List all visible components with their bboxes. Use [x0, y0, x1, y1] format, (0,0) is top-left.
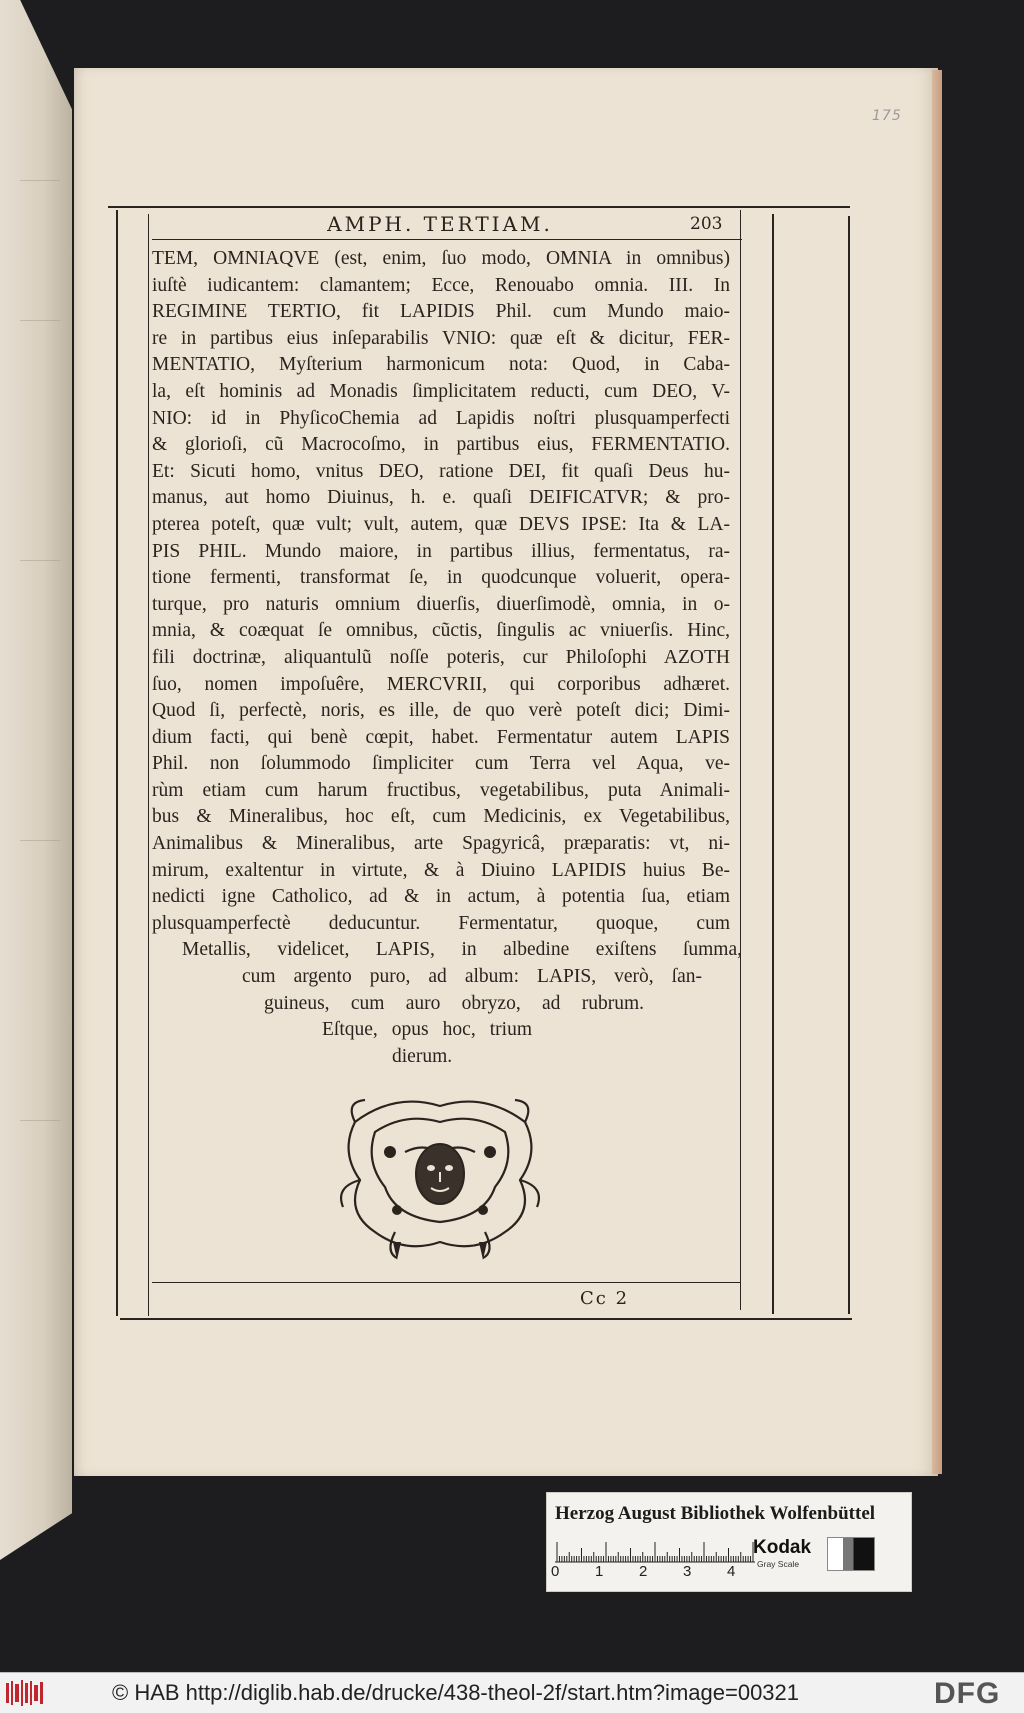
- text-line: iuſtè iudicantem: clamantem; Ecce, Renouabo omnia. III. In: [152, 274, 730, 296]
- body-text: [152, 246, 742, 1070]
- text-line: re in partibus eius inſeparabilis VNIO: quæ eſt & dicitur, FER-: [152, 327, 730, 349]
- text-line: Eſtque, opus hoc, trium: [322, 1019, 532, 1041]
- barcode-icon: [6, 1679, 44, 1707]
- frame-top-rule: [108, 206, 850, 208]
- text-line: dium facti, qui benè cœpit, habet. Fermentatur autem LAPIS: [152, 726, 730, 748]
- text-line: guineus, cum auro obryzo, ad rubrum.: [264, 992, 644, 1014]
- text-line: mirum, exaltentur in virtute, & à Diuino LAPIDIS huius Be-: [152, 859, 730, 881]
- library-name: Herzog August Bibliothek Wolfenbüttel: [555, 1503, 876, 1524]
- text-line: plusquamperfectè deducuntur. Fermentatur, quoque, cum: [152, 912, 730, 934]
- text-line: TEM, OMNIAQVE (est, enim, ſuo modo, OMNIA in omnibus): [152, 248, 730, 269]
- kodak-brand: Kodak: [753, 1537, 812, 1558]
- text-line: ſuo, nomen impoſuêre, MERCVRII, qui corporibus adhæret.: [152, 673, 730, 695]
- frame-left-outer-rule: [116, 210, 118, 1316]
- footer-credit-link[interactable]: © HAB http://diglib.hab.de/drucke/438-theol-2f/start.htm?image=00321: [112, 1680, 800, 1705]
- text-line: Phil. non ſolummodo ſimpliciter cum Terra vel Aqua, ve-: [152, 753, 730, 775]
- text-line: REGIMINE TERTIO, fit LAPIDIS Phil. cum Mundo maio-: [152, 301, 730, 323]
- text-line: & glorioſi, cũ Macrocoſmo, in partibus eius, FERMENTATIO.: [152, 434, 730, 456]
- handwritten-folio-number: 175: [872, 108, 902, 124]
- gray-scale-label: Gray Scale: [757, 1559, 800, 1569]
- text-line: mnia, & coæquat ſe omnibus, cũctis, ſingulis ac vniuerſis. Hinc,: [152, 620, 730, 642]
- text-line: Et: Sicuti homo, vnitus DEO, ratione DEI, fit quaſi Deus hu-: [152, 460, 730, 482]
- scale-number: 1: [595, 1563, 604, 1580]
- text-line: pterea poteſt, quæ vult; vult, autem, quæ DEVS IPSE: Ita & LA-: [152, 513, 730, 535]
- text-line: cum argento puro, ad album: LAPIS, verò, ſan-: [242, 966, 702, 988]
- frame-margin-rule: [772, 214, 774, 1314]
- dfg-logo: DFG: [934, 1677, 1001, 1710]
- library-color-scale-label: [546, 1492, 912, 1592]
- printers-ornament: [335, 1092, 545, 1262]
- frame-right-inner-rule: [740, 210, 741, 1310]
- running-title: AMPH. TERTIAM.: [327, 212, 553, 236]
- text-line: la, eſt hominis ad Monadis ſimplicitatem reducti, cum DEO, V-: [152, 380, 730, 402]
- text-line: NIO: id in PhyſicoChemia ad Lapidis noſtri plusquamperfecti: [152, 407, 730, 429]
- text-line: PIS PHIL. Mundo maiore, in partibus illius, fermentatus, ra-: [152, 540, 730, 562]
- frame-bottom-inner-rule: [152, 1282, 740, 1283]
- scale-number: 4: [727, 1563, 736, 1580]
- page-number: 203: [690, 214, 723, 234]
- frame-right-outer-rule: [848, 216, 850, 1314]
- scale-number: 3: [683, 1563, 692, 1580]
- text-line: turque, pro naturis omnium diuerſis, diuerſimodè, omnia, in o-: [152, 593, 730, 615]
- text-line: Metallis, videlicet, LAPIS, in albedine exiſtens ſumma,: [182, 939, 742, 961]
- scale-number: 0: [551, 1563, 560, 1580]
- text-line: rùm etiam cum harum fructibus, vegetabilibus, puta Animali-: [152, 779, 730, 801]
- footer-bar: [0, 1672, 1024, 1713]
- text-line: manus, aut homo Diuinus, h. e. quaſi DEIFICATVR; & pro-: [152, 487, 730, 509]
- scale-ruler: [555, 1535, 755, 1563]
- frame-header-rule: [152, 239, 742, 240]
- scale-number: 2: [639, 1563, 648, 1580]
- signature-mark: Cc 2: [580, 1288, 630, 1309]
- frame-left-inner-rule: [148, 214, 149, 1316]
- text-line: bus & Mineralibus, hoc eſt, cum Medicinis, ex Vegetabilibus,: [152, 806, 730, 828]
- text-line: Quod ſi, perfectè, noris, es ille, de quo verè poteſt dici; Dimi-: [152, 700, 730, 722]
- page-fore-edge: [932, 70, 942, 1474]
- text-line: dierum.: [392, 1045, 453, 1067]
- text-line: tione fermenti, transformat ſe, in quodcunque voluerit, opera-: [152, 567, 730, 589]
- adjacent-page-edge: [0, 0, 72, 1560]
- text-line: nedicti igne Catholico, ad & in actum, à potentia ſua, etiam: [152, 886, 730, 908]
- text-line: fili doctrinæ, aliquantulũ noſſe poteris, cur Philoſophi AZOTH: [152, 646, 730, 668]
- frame-bottom-outer-rule: [120, 1318, 852, 1320]
- text-line: MENTATIO, Myſterium harmonicum nota: Quod, in Caba-: [152, 354, 730, 376]
- text-line: Animalibus & Mineralibus, arte Spagyricâ, præparatis: vt, ni-: [152, 833, 730, 855]
- gray-scale-swatch: [827, 1537, 875, 1571]
